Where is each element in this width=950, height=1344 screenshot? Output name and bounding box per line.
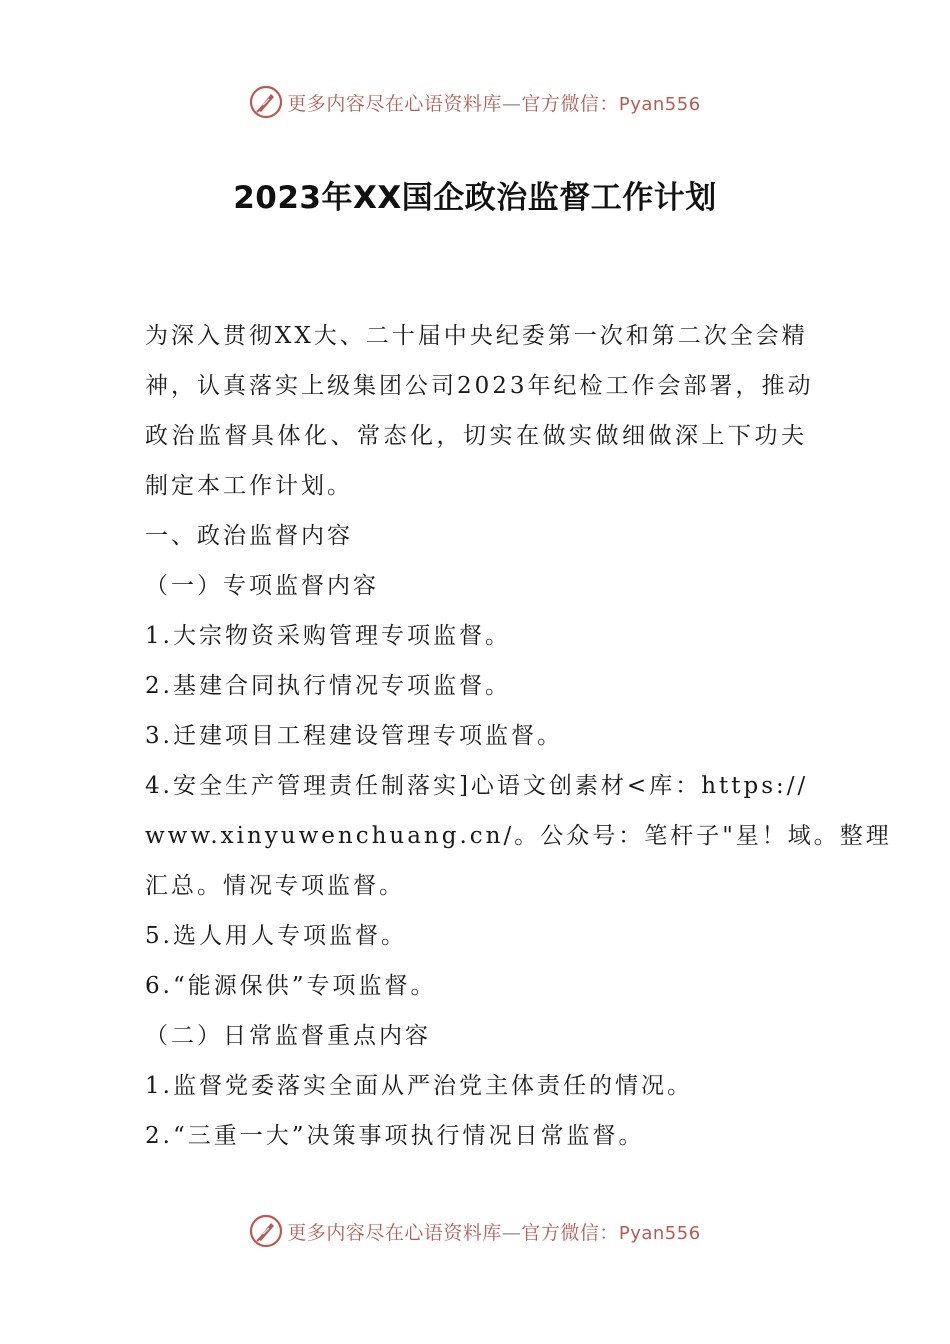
banner-text: 更多内容尽在心语资料库—官方微信：Pyan556 (287, 92, 701, 115)
banner-text: 更多内容尽在心语资料库—官方微信：Pyan556 (287, 1221, 701, 1244)
list-item: 3.迁建项目工程建设管理专项监督。 (145, 723, 563, 749)
document-title: 2023年XX国企政治监督工作计划 (233, 180, 717, 216)
list-item: 2.“三重一大”决策事项执行情况日常监督。 (145, 1123, 645, 1149)
quill-pen-logo-icon (249, 1214, 283, 1248)
list-item: 5.选人用人专项监督。 (145, 923, 407, 949)
list-item: 2.基建合同执行情况专项监督。 (145, 673, 511, 699)
quill-pen-logo-icon (249, 85, 283, 119)
subsection-heading: （一）专项监督内容 (145, 573, 379, 599)
list-item: 1.大宗物资采购管理专项监督。 (145, 623, 511, 649)
paragraph-line: 为深入贯彻XX大、二十届中央纪委第一次和第二次全会精 (145, 323, 808, 349)
list-item: 1.监督党委落实全面从严治党主体责任的情况。 (145, 1073, 693, 1099)
subsection-heading: （二）日常监督重点内容 (145, 1023, 431, 1049)
document-body (145, 314, 892, 1164)
list-item: 4.安全生产管理责任制落实]心语文创素材<库：https:// (145, 773, 809, 799)
paragraph-line: 制定本工作计划。 (145, 473, 353, 499)
list-item: 汇总。情况专项监督。 (145, 873, 405, 899)
list-item: www.xinyuwenchuang.cn/。公众号：笔杆子"星！域。整理 (145, 823, 892, 849)
footer-banner (0, 1211, 950, 1251)
list-item: 6.“能源保供”专项监督。 (145, 973, 437, 999)
header-banner (0, 82, 950, 122)
section-heading: 一、政治监督内容 (145, 523, 353, 549)
paragraph-line: 政治监督具体化、常态化，切实在做实做细做深上下功夫 (145, 423, 807, 449)
paragraph-line: 神，认真落实上级集团公司2023年纪检工作会部署，推动 (145, 373, 814, 399)
